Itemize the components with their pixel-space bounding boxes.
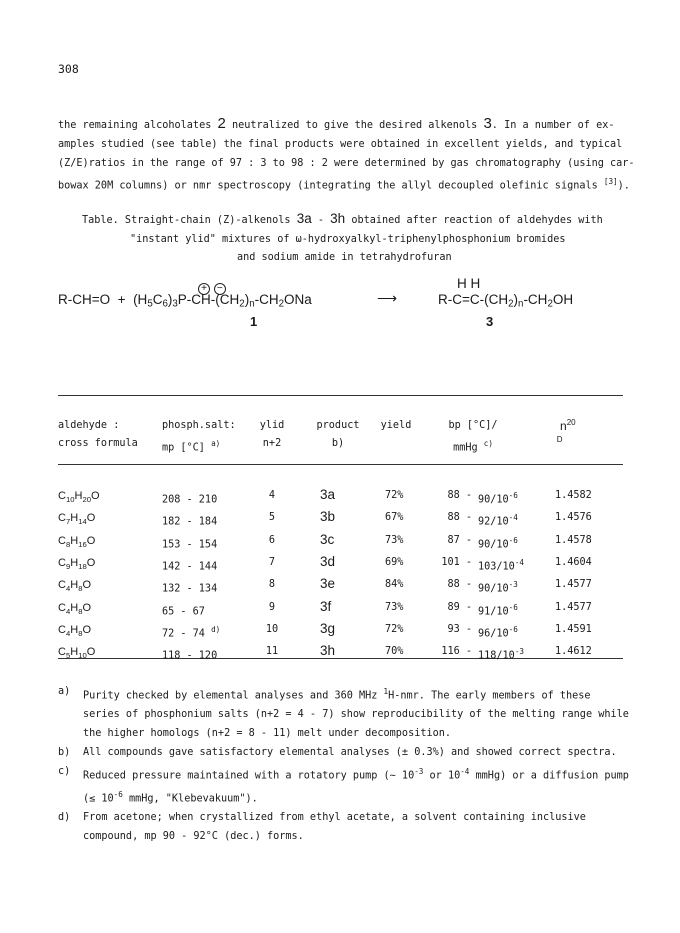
cell-bp-low: 88 -: [447, 490, 472, 501]
cell-product: 3e: [320, 576, 336, 591]
cell-ylid: 6: [268, 535, 276, 546]
cell-ylid: 7: [268, 557, 276, 568]
intro-paragraph: the remaining alcoholates 2 neutralized to give the desired alkenols 3. In a number of ex- amples studied (see table) the final products were obtained in excellent yields, and typical (Z/E)ratios in the range of 97 : 3 to 98 : 2 were determined by gas chromatography (using car- bowax 20M columns) or nmr spectroscopy (integrating the allyl decoupled olefinic signals [3]).: [58, 115, 635, 192]
product-alkenol: $R-C=C-(CH_2)_n-CH_2OH$: [438, 292, 574, 310]
cell-mp: 182 - 184: [162, 516, 218, 528]
cell-mp: 72 - 74 $^{d)}$: [162, 625, 221, 640]
cell-formula: $C_{10}H_{20}O$: [58, 490, 100, 505]
cell-bp-low: 88 -: [447, 512, 472, 523]
cell-formula: $C_5H_{10}O$: [58, 646, 96, 661]
cell-ylid: 9: [268, 602, 276, 613]
header-product: product b): [316, 420, 360, 449]
cell-bp-high: $90/10^{-6}$: [478, 536, 518, 551]
cell-ylid: 4: [268, 490, 276, 501]
cell-product: 3h: [320, 643, 336, 658]
cell-refractive-index: 1.4582: [555, 490, 592, 501]
cell-product: 3d: [320, 554, 336, 569]
cell-refractive-index: 1.4577: [555, 602, 592, 613]
cell-ylid: 11: [265, 646, 279, 657]
cell-yield: 67%: [385, 512, 404, 523]
footnote-b: b) All compounds gave satisfactory elemental analyses (± 0.3%) and showed correct spectra.: [58, 746, 617, 758]
cell-formula: $C_9H_{18}O$: [58, 557, 96, 572]
cell-yield: 84%: [385, 579, 404, 590]
cell-formula: $C_8H_{16}O$: [58, 535, 96, 550]
hydrogen-labels: H H: [457, 276, 481, 291]
header-aldehyde: aldehyde : cross formula: [58, 420, 138, 449]
header-refractive-index: $n^{20}$ D: [556, 418, 576, 444]
compound-label-3: 3: [486, 314, 494, 329]
cell-formula: $C_7H_{14}O$: [58, 512, 96, 527]
cell-refractive-index: 1.4577: [555, 579, 592, 590]
table-caption: Table. Straight-chain (Z)-alkenols 3a - 3h obtained after reaction of aldehydes with "instant ylid" mixtures of ω-hydroxyalkyl-triphenylphosphonium bromides and sodium amide in tetrahydrofuran: [82, 211, 603, 263]
cell-ylid: 8: [268, 579, 276, 590]
cell-mp: 153 - 154: [162, 539, 218, 551]
header-yield: yield: [380, 420, 412, 431]
cell-product: 3b: [320, 509, 336, 524]
reaction-scheme: $R-CH=O + (H_5C_6)_3P-CH-(CH_2)_n-CH_2ONa$: [58, 292, 312, 310]
cell-refractive-index: 1.4604: [555, 557, 592, 568]
cell-yield: 73%: [385, 535, 404, 546]
cell-mp: 118 - 120: [162, 650, 218, 662]
page-number: 308: [58, 62, 79, 76]
cell-refractive-index: 1.4612: [555, 646, 592, 657]
cell-product: 3c: [320, 532, 335, 547]
cell-formula: $C_4H_8O$: [58, 624, 92, 639]
cell-yield: 69%: [385, 557, 404, 568]
cell-bp-low: 89 -: [447, 602, 472, 613]
table-rule-mid: [58, 464, 623, 465]
reaction-arrow-icon: ⟶: [377, 290, 398, 306]
cell-bp-low: 116 -: [441, 646, 472, 657]
negative-charge-icon: −: [214, 283, 226, 295]
compound-label-1: 1: [250, 314, 258, 329]
cell-yield: 73%: [385, 602, 404, 613]
cell-product: 3a: [320, 487, 336, 502]
cell-bp-high: $90/10^{-3}$: [478, 580, 518, 595]
header-phosph-salt: phosph.salt: mp [°C] $^{a)}$: [162, 420, 236, 454]
cell-mp: 142 - 144: [162, 561, 218, 573]
table-rule-top: [58, 395, 623, 396]
footnote-a: a) Purity checked by elemental analyses and 360 MHz $^1$H-nmr. The early members of these series of phosphonium salts (n+2 = 4 - 7) show reproducibility of the melting range while the higher homologs (n+2 = 8 - 11) melt under decomposition.: [58, 686, 629, 739]
reagent-ylid: $(H_5C_6)_3P-CH-(CH_2)_n-CH_2ONa$: [133, 292, 312, 310]
cell-yield: 70%: [385, 646, 404, 657]
cell-yield: 72%: [385, 624, 404, 635]
reactant-aldehyde: R-CH=O: [58, 292, 111, 307]
cell-mp: 65 - 67: [162, 606, 205, 618]
footnote-c: c) Reduced pressure maintained with a rotatory pump (∼ $10^{-3}$ or $10^{-4}$ mmHg) or a diffusion pump (≤ $10^{-6}$ mmHg, "Klebevakuum").: [58, 765, 629, 805]
cell-mp: 208 - 210: [162, 494, 218, 506]
cell-bp-high: $91/10^{-6}$: [478, 603, 518, 618]
cell-product: 3f: [320, 599, 332, 614]
cell-bp-low: 88 -: [447, 579, 472, 590]
cell-bp-low: 87 -: [447, 535, 472, 546]
cell-ylid: 5: [268, 512, 276, 523]
cell-yield: 72%: [385, 490, 404, 501]
cell-bp-high: $96/10^{-6}$: [478, 625, 518, 640]
header-bp: bp [°C]/ mmHg $^{c)}$: [448, 420, 498, 454]
cell-bp-high: $103/10^{-4}$: [478, 558, 524, 573]
cell-formula: $C_4H_8O$: [58, 579, 92, 594]
cell-bp-high: $92/10^{-4}$: [478, 513, 518, 528]
cell-bp-high: $90/10^{-6}$: [478, 491, 518, 506]
cell-product: 3g: [320, 621, 336, 636]
footnotes: [58, 683, 629, 847]
cell-bp-high: $118/10^{-3}$: [478, 647, 524, 662]
cell-ylid: 10: [265, 624, 279, 635]
cell-refractive-index: 1.4576: [555, 512, 592, 523]
positive-charge-icon: +: [198, 283, 210, 295]
footnote-d: d) From acetone; when crystallized from ethyl acetate, a solvent containing inclusive compound, mp 90 - 92°C (dec.) forms.: [58, 811, 586, 842]
cell-refractive-index: 1.4591: [555, 624, 592, 635]
cell-bp-low: 93 -: [447, 624, 472, 635]
cell-formula: $C_4H_8O$: [58, 602, 92, 617]
cell-bp-low: 101 -: [441, 557, 472, 568]
cell-mp: 132 - 134: [162, 583, 218, 595]
cell-refractive-index: 1.4578: [555, 535, 592, 546]
header-ylid: ylid n+2: [259, 420, 285, 449]
table-rule-bottom: [58, 658, 623, 659]
